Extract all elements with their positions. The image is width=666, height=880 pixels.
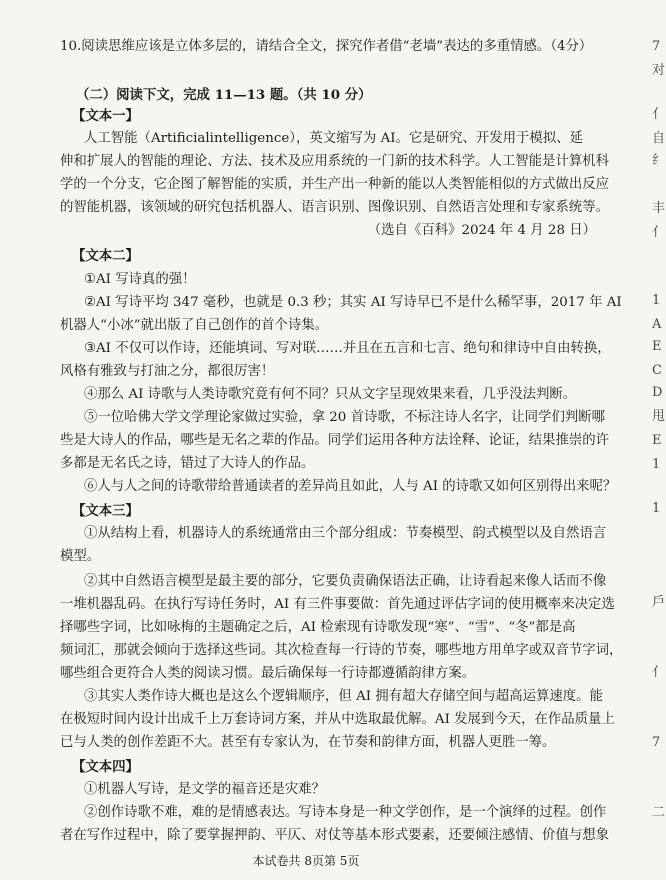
text3-line: ③其实人类作诗大概也是这么个逻辑顺序，但 AI 拥有超大存储空间与超高运算速度。能 [84, 689, 603, 704]
text3-line: 一堆机器乱码。在执行写诗任务时，AI 有三件事要做：首先通过评估字词的使用概率来决定选 [60, 597, 615, 612]
text3-line: ②其中自然语言模型是最主要的部分，它要负责确保语法正确，让诗看起来像人话而不像 [84, 574, 607, 589]
text3-line: ①从结构上看，机器诗人的系统通常由三个部分组成：节奏模型、韵式模型以及自然语言 [84, 526, 607, 541]
edge-char: E [652, 339, 662, 354]
text2-line: ①AI 写诗真的强！ [84, 272, 196, 287]
edge-char: 亻 [652, 225, 666, 240]
edge-char: 纟 [652, 153, 666, 168]
text2-line: 多都是无名氏之诗，错过了大诗人的作品。 [60, 456, 315, 471]
text2-line: 风格有雅致与打油之分，都很厉害！ [60, 364, 275, 379]
text1-line: 人工智能（Artificialintelligence），英文缩写为 AI。它是研究、开发用于模拟、延 [84, 131, 583, 146]
text2-line: ④那么 AI 诗歌与人类诗歌究竟有何不同？只从文字呈现效果来看，几乎没法判断。 [84, 387, 577, 402]
edge-char: 甩 [652, 409, 666, 424]
edge-char: E [652, 433, 662, 448]
edge-char: 7 [652, 39, 661, 54]
text2-line: 机器人“小冰”就出版了自己创作的首个诗集。 [60, 318, 329, 333]
text2-line: 些是大诗人的作品，哪些是无名之辈的作品。同学们运用各种方法诠释、论证，结果推崇的许 [60, 433, 610, 448]
text2-line: ③AI 不仅可以作诗，还能填词、写对联……并且在五言和七言、绝句和律诗中自由转换， [84, 341, 611, 356]
edge-char: 亻 [652, 107, 666, 122]
text2-line: ⑤一位哈佛大学文学理论家做过实验，拿 20 首诗歌，不标注诗人名字，让同学们判断哪 [84, 410, 606, 425]
edge-char: 1 [652, 293, 661, 308]
text3-line: 已与人类的创作差距不大。甚至有专家认为，在节奏和韵律方面，机器人更胜一筹。 [60, 735, 556, 750]
text1-heading: 【文本一】 [72, 108, 139, 124]
text1-line: 学的一个分支，它企图了解智能的实质，并生产出一种新的能以人类智能相似的方式做出反应 [60, 177, 610, 192]
edge-char: 戶 [652, 595, 666, 610]
edge-char: 亻 [652, 665, 666, 680]
edge-char: A [652, 317, 662, 332]
text4-line: ②创作诗歌不难，难的是情感表达。写诗本身是一种文学创作，是一个演绎的过程。创作 [84, 805, 607, 820]
edge-char: 1 [652, 501, 661, 516]
edge-char: 自 [652, 131, 666, 146]
text3-heading: 【文本三】 [72, 503, 139, 519]
text1-line: 的智能机器，该领域的研究包括机器人、语言识别、图像识别、自然语言处理和专家系统等。 [60, 200, 610, 215]
text3-line: 择哪些字词，比如咏梅的主题确定之后，AI 检索现有诗歌发现“寒”、“雪”、“冬”都是高 [60, 620, 576, 635]
edge-char: 丰 [652, 201, 666, 216]
text1-source: （选自《百科》2024 年 4 月 28 日） [367, 223, 596, 238]
text3-line: 哪些组合更符合人类的阅读习惯。最后确保每一行诗都遵循韵律方案。 [60, 666, 476, 681]
text3-line: 频词汇，那就会倾向于选择这些词。其次检查每一行诗的节奏，哪些地方用单字或双音节字词， [60, 643, 623, 658]
edge-char: 1 [652, 457, 661, 472]
text2-line: ⑥人与人之间的诗歌带给普通读者的差异尚且如此，人与 AI 的诗歌又如何区别得出来呢？ [84, 479, 617, 494]
edge-char: C [652, 363, 662, 378]
edge-char: 对 [652, 63, 666, 78]
text3-line: 模型。 [60, 549, 101, 564]
page-footer: 本试卷共 8页第 5页 [252, 854, 360, 868]
edge-char: 二 [652, 805, 666, 820]
text4-heading: 【文本四】 [72, 759, 139, 775]
question-10: 10.阅读思维应该是立体多层的，请结合全文，探究作者借“老墙”表达的多重情感。（4分） [60, 39, 593, 54]
section-title: （二）阅读下文，完成 11—13 题。（共 10 分） [76, 87, 372, 103]
text2-heading: 【文本二】 [72, 248, 139, 264]
edge-char: 7 [652, 735, 661, 750]
text1-line: 伸和扩展人的智能的理论、方法、技术及应用系统的一门新的技术科学。人工智能是计算机科 [60, 154, 610, 169]
text4-line: ①机器人写诗，是文学的福音还是灾难？ [84, 782, 326, 797]
text3-line: 在极短时间内设计出成千上万套诗词方案，并从中选取最优解。AI 发展到今天，在作品质量上 [60, 712, 615, 727]
text2-line: ②AI 写诗平均 347 毫秒，也就是 0.3 秒；其实 AI 写诗早已不是什么稀罕事，2017 年 AI [84, 295, 622, 310]
edge-char: D [652, 385, 663, 400]
text4-line: 者在写作过程中，除了要掌握押韵、平仄、对仗等基本形式要素，还要倾注感情、价值与想象 [60, 828, 610, 843]
